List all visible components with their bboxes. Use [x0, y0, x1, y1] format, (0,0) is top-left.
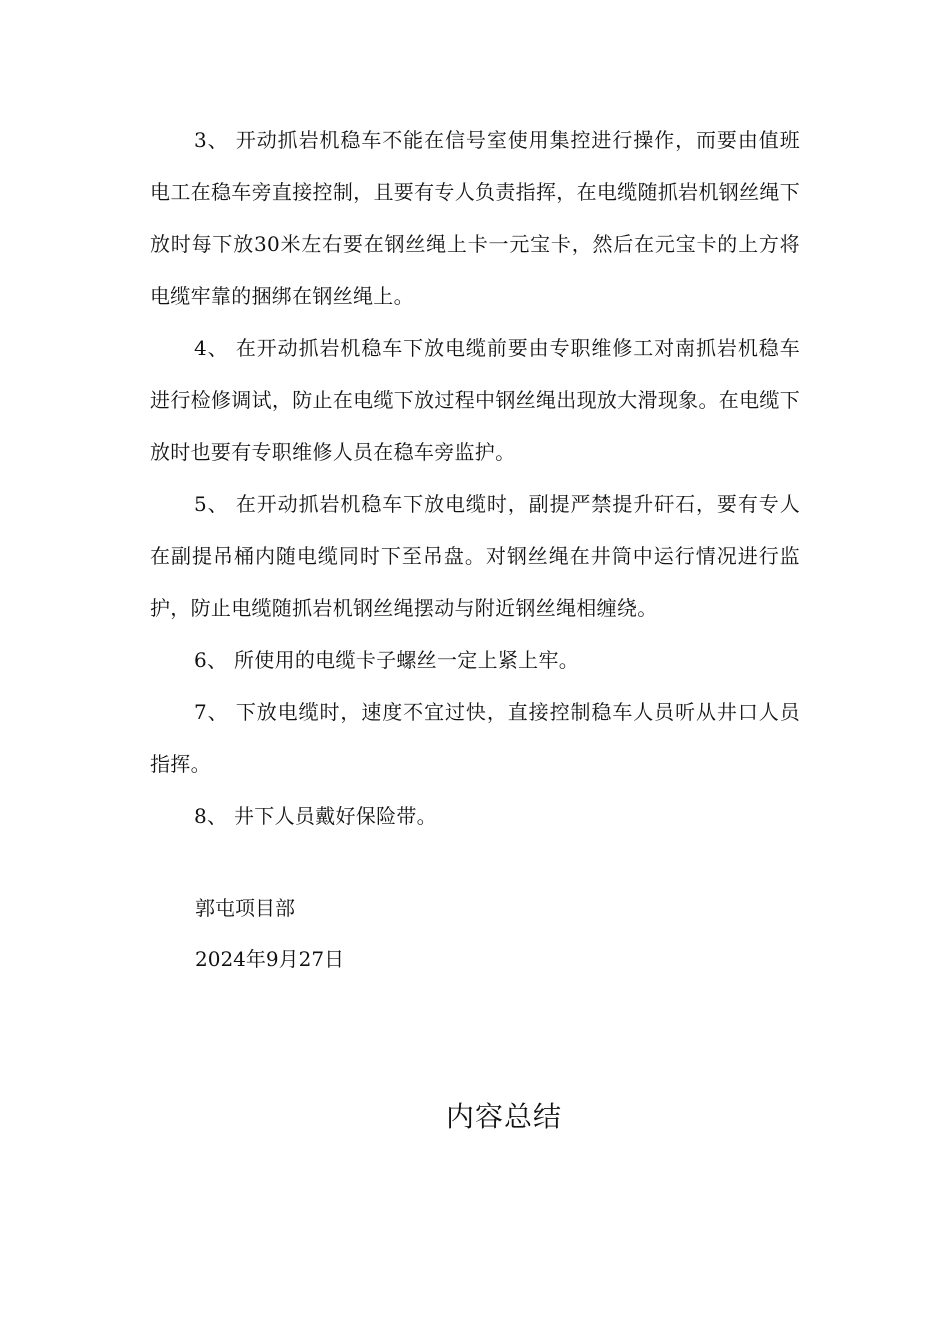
signature-organization: 郭屯项目部	[195, 896, 295, 920]
paragraph-item-8: 8、 井下人员戴好保险带。	[194, 804, 437, 828]
paragraph-item-5: 5、 在开动抓岩机稳车下放电缆时，副提严禁提升矸石，要有专人在副提吊桶内随电缆同时下至吊盘。对钢丝绳在井筒中运行情况进行监护，防止电缆随抓岩机钢丝绳摆动与附近钢丝绳相缠绕。	[150, 492, 800, 620]
paragraph-item-4: 4、 在开动抓岩机稳车下放电缆前要由专职维修工对南抓岩机稳车进行检修调试，防止在电缆下放过程中钢丝绳出现放大滑现象。在电缆下放时也要有专职维修人员在稳车旁监护。	[150, 336, 800, 464]
document-body	[150, 114, 800, 842]
signature-block	[195, 883, 344, 985]
paragraph-item-7: 7、 下放电缆时，速度不宜过快，直接控制稳车人员听从井口人员指挥。	[150, 700, 800, 776]
paragraph-item-6: 6、 所使用的电缆卡子螺丝一定上紧上牢。	[194, 648, 580, 672]
summary-title: 内容总结	[445, 1100, 562, 1133]
signature-date: 2024年9月27日	[195, 947, 345, 971]
paragraph-item-3: 3、 开动抓岩机稳车不能在信号室使用集控进行操作，而要由值班电工在稳车旁直接控制，且要有专人负责指挥，在电缆随抓岩机钢丝绳下放时每下放30米左右要在钢丝绳上卡一元宝卡，然后在元宝卡的上方将电缆牢靠的捆绑在钢丝绳上。	[150, 128, 800, 308]
